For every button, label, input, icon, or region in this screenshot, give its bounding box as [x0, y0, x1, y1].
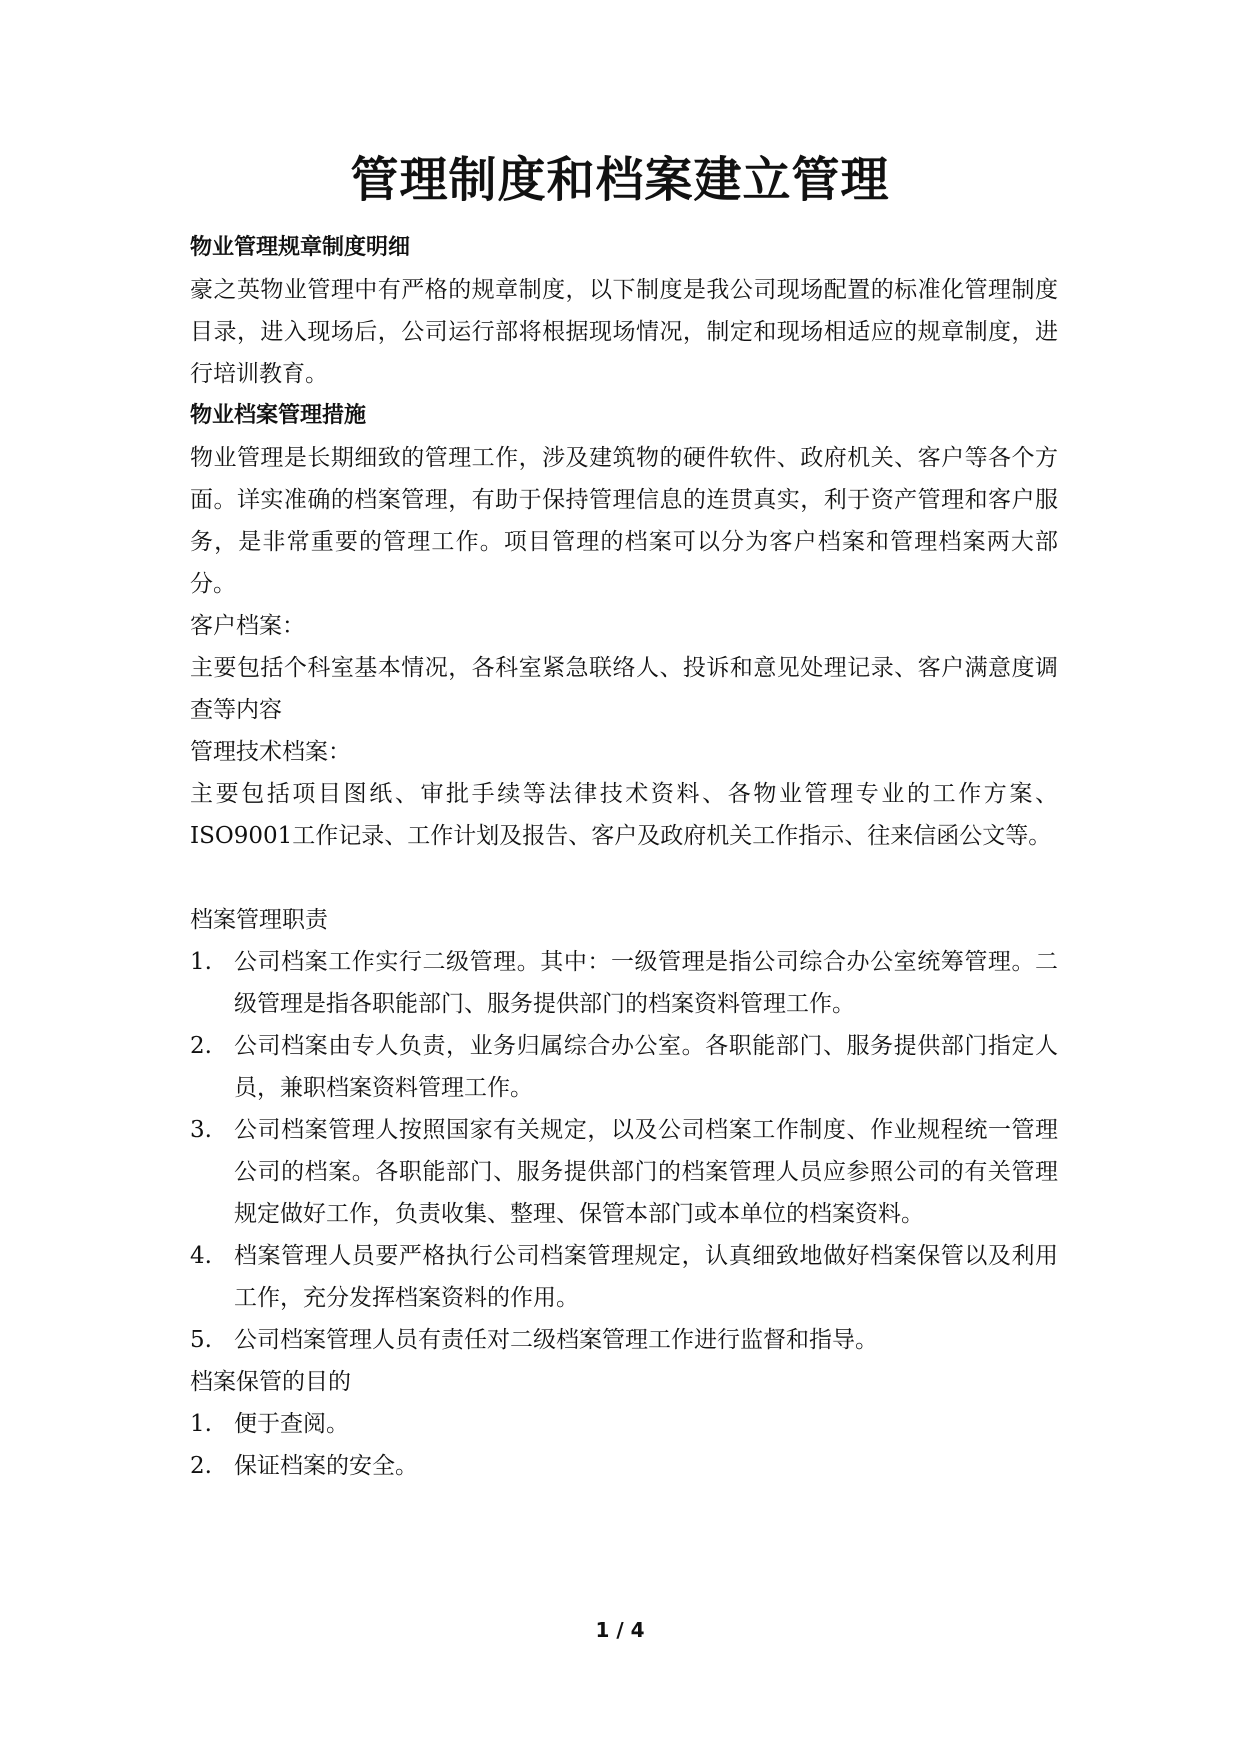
list-item-text: 便于查阅。	[234, 1411, 349, 1437]
tech-archive-label: 管理技术档案：	[190, 739, 351, 765]
section-heading-archive: 物业档案管理措施	[190, 403, 367, 428]
customer-archive-label: 客户档案：	[190, 613, 305, 639]
list-item	[190, 1403, 1058, 1445]
list-item-text: 公司档案由专人负责，业务归属综合办公室。各职能部门、服务提供部门指定人员，兼职档案资料管理工作。	[234, 1033, 1058, 1101]
list-number: 3.	[190, 1117, 212, 1143]
section-heading-rules: 物业管理规章制度明细	[190, 235, 411, 260]
list-item	[190, 1445, 1058, 1487]
blank-line	[190, 857, 1058, 899]
list-number: 5.	[190, 1327, 212, 1353]
purpose-list	[190, 1403, 1058, 1487]
list-number: 2.	[190, 1033, 212, 1059]
list-number: 2.	[190, 1453, 212, 1479]
page-title: 管理制度和档案建立管理	[350, 152, 890, 208]
list-item	[190, 941, 1058, 1025]
list-item	[190, 1025, 1058, 1109]
document-body	[190, 227, 1058, 1487]
customer-archive-paragraph: 主要包括个科室基本情况，各科室紧急联络人、投诉和意见处理记录、客户满意度调查等内容	[190, 655, 1058, 723]
list-item	[190, 1109, 1058, 1235]
list-item-text: 公司档案管理人员有责任对二级档案管理工作进行监督和指导。	[234, 1327, 878, 1353]
list-number: 1.	[190, 1411, 212, 1437]
list-number: 1.	[190, 949, 212, 975]
purpose-label: 档案保管的目的	[190, 1369, 351, 1395]
page-number: 1 / 4	[595, 1618, 645, 1642]
archive-paragraph: 物业管理是长期细致的管理工作，涉及建筑物的硬件软件、政府机关、客户等各个方面。详实准确的档案管理，有助于保持管理信息的连贯真实，利于资产管理和客户服务，是非常重要的管理工作。项目管理的档案可以分为客户档案和管理档案两大部分。	[190, 445, 1058, 597]
list-item	[190, 1319, 1058, 1361]
list-item-text: 公司档案管理人按照国家有关规定，以及公司档案工作制度、作业规程统一管理公司的档案。各职能部门、服务提供部门的档案管理人员应参照公司的有关管理规定做好工作，负责收集、整理、保管本部门或本单位的档案资料。	[234, 1117, 1058, 1227]
list-number: 4.	[190, 1243, 212, 1269]
list-item-text: 公司档案工作实行二级管理。其中：一级管理是指公司综合办公室统筹管理。二级管理是指各职能部门、服务提供部门的档案资料管理工作。	[234, 949, 1058, 1017]
list-item-text: 档案管理人员要严格执行公司档案管理规定，认真细致地做好档案保管以及利用工作，充分发挥档案资料的作用。	[234, 1243, 1058, 1311]
duties-list	[190, 941, 1058, 1361]
rules-paragraph: 豪之英物业管理中有严格的规章制度，以下制度是我公司现场配置的标准化管理制度目录，进入现场后，公司运行部将根据现场情况，制定和现场相适应的规章制度，进行培训教育。	[190, 277, 1058, 387]
list-item-text: 保证档案的安全。	[234, 1453, 418, 1479]
duties-label: 档案管理职责	[190, 907, 328, 933]
tech-archive-paragraph: 主要包括项目图纸、审批手续等法律技术资料、各物业管理专业的工作方案、ISO9001工作记录、工作计划及报告、客户及政府机关工作指示、往来信函公文等。	[190, 781, 1058, 849]
list-item	[190, 1235, 1058, 1319]
